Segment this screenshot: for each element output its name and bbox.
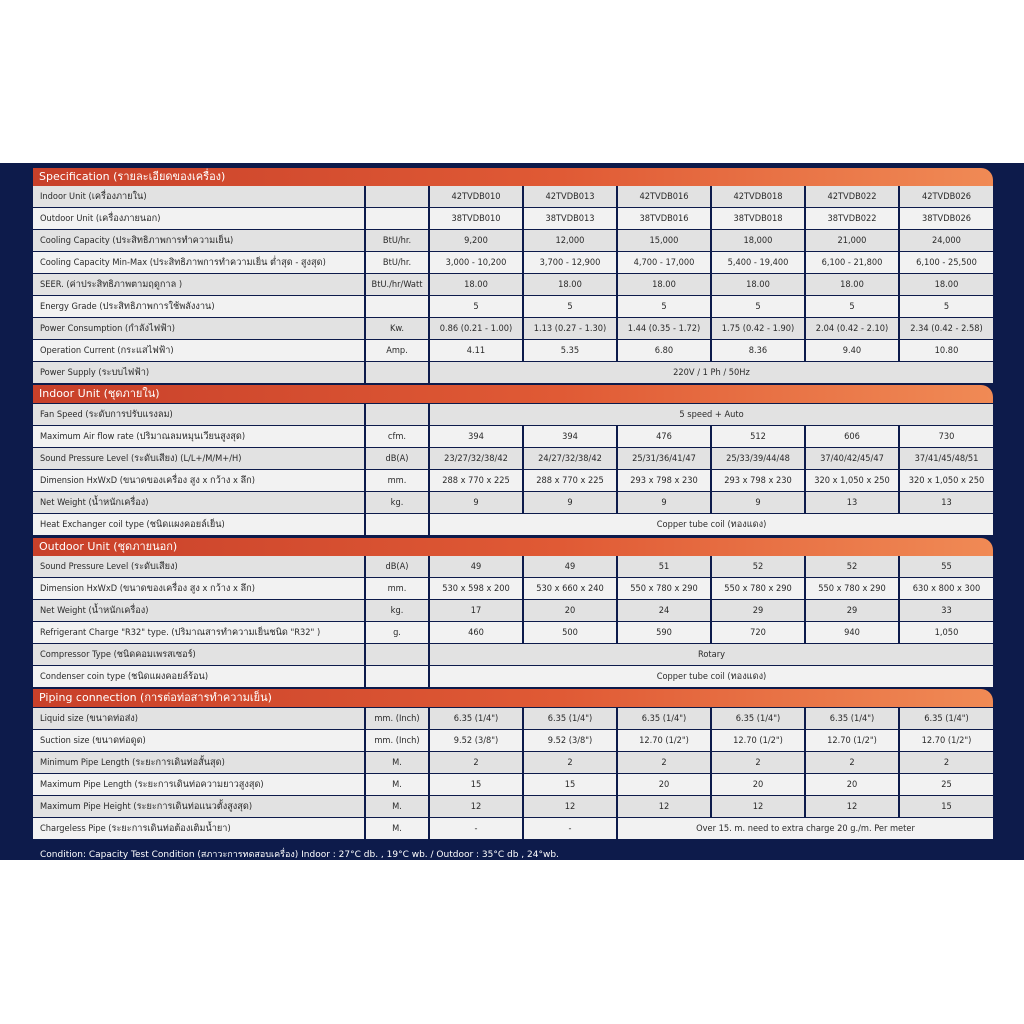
table-row xyxy=(33,274,993,296)
value-cell: 38TVDB022 xyxy=(805,208,899,230)
table-row xyxy=(33,666,993,688)
value-cell: 394 xyxy=(523,426,617,448)
value-cell: 293 x 798 x 230 xyxy=(617,470,711,492)
section-header: Outdoor Unit (ชุดภายนอก) xyxy=(33,538,993,556)
value-cell: 25/33/39/44/48 xyxy=(711,448,805,470)
row-unit xyxy=(365,296,429,318)
value-cell: 52 xyxy=(805,556,899,578)
value-cell: 29 xyxy=(711,600,805,622)
row-label: Compressor Type (ชนิดคอมเพรสเซอร์) xyxy=(33,644,365,666)
value-cell: 6.35 (1/4") xyxy=(711,708,805,730)
value-cell: 6.35 (1/4") xyxy=(523,708,617,730)
value-cell: 18.00 xyxy=(711,274,805,296)
value-cell: 460 xyxy=(429,622,523,644)
value-cell: 5 xyxy=(523,296,617,318)
value-cell: 500 xyxy=(523,622,617,644)
table-row xyxy=(33,514,993,536)
value-cell: 1.44 (0.35 - 1.72) xyxy=(617,318,711,340)
section-header: Indoor Unit (ชุดภายใน) xyxy=(33,385,993,403)
value-cell: 2.34 (0.42 - 2.58) xyxy=(899,318,993,340)
value-cell: 2 xyxy=(429,752,523,774)
value-cell: 320 x 1,050 x 250 xyxy=(899,470,993,492)
row-unit: Amp. xyxy=(365,340,429,362)
row-label: Maximum Air flow rate (ปริมาณลมหมุนเวียนสูงสุด) xyxy=(33,426,365,448)
value-cell: 18.00 xyxy=(523,274,617,296)
table-row xyxy=(33,426,993,448)
value-cell: 29 xyxy=(805,600,899,622)
value-cell: 720 xyxy=(711,622,805,644)
value-cell: 20 xyxy=(523,600,617,622)
value-cell: 12.70 (1/2") xyxy=(805,730,899,752)
table-row xyxy=(33,448,993,470)
row-label: Power Supply (ระบบไฟฟ้า) xyxy=(33,362,365,384)
row-label: Chargeless Pipe (ระยะการเดินท่อต้องเติมน้ำยา) xyxy=(33,818,365,840)
value-cell: 2 xyxy=(617,752,711,774)
value-cell: 1.75 (0.42 - 1.90) xyxy=(711,318,805,340)
value-cell: 10.80 xyxy=(899,340,993,362)
value-cell: 37/40/42/45/47 xyxy=(805,448,899,470)
value-cell: 6.35 (1/4") xyxy=(805,708,899,730)
row-label: Cooling Capacity (ประสิทธิภาพการทำความเย็น) xyxy=(33,230,365,252)
row-unit xyxy=(365,404,429,426)
row-unit: BtU./hr/Watt xyxy=(365,274,429,296)
value-cell: 5 xyxy=(429,296,523,318)
value-cell: 37/41/45/48/51 xyxy=(899,448,993,470)
value-cell: 9.52 (3/8") xyxy=(429,730,523,752)
value-cell: 52 xyxy=(711,556,805,578)
value-cell: 12 xyxy=(805,796,899,818)
value-cell: - xyxy=(523,818,617,840)
table-row xyxy=(33,708,993,730)
row-unit xyxy=(365,644,429,666)
row-label: Power Consumption (กำลังไฟฟ้า) xyxy=(33,318,365,340)
value-cell: 18.00 xyxy=(429,274,523,296)
value-cell: 20 xyxy=(617,774,711,796)
value-cell: 0.86 (0.21 - 1.00) xyxy=(429,318,523,340)
row-span-value: Rotary xyxy=(429,644,993,666)
row-label: Outdoor Unit (เครื่องภายนอก) xyxy=(33,208,365,230)
value-cell: 55 xyxy=(899,556,993,578)
row-unit: BtU/hr. xyxy=(365,230,429,252)
value-cell: 2 xyxy=(523,752,617,774)
value-cell: 394 xyxy=(429,426,523,448)
value-cell: 2 xyxy=(711,752,805,774)
row-unit: dB(A) xyxy=(365,448,429,470)
table-row xyxy=(33,796,993,818)
table-row xyxy=(33,186,993,208)
value-cell: 18.00 xyxy=(617,274,711,296)
value-cell: 320 x 1,050 x 250 xyxy=(805,470,899,492)
table-row xyxy=(33,252,993,274)
value-cell: 9 xyxy=(711,492,805,514)
value-cell: 6.35 (1/4") xyxy=(899,708,993,730)
spec-table xyxy=(33,186,993,384)
value-cell: 2.04 (0.42 - 2.10) xyxy=(805,318,899,340)
value-cell: 6,100 - 21,800 xyxy=(805,252,899,274)
value-cell: 18.00 xyxy=(899,274,993,296)
value-cell: 288 x 770 x 225 xyxy=(429,470,523,492)
value-cell: 21,000 xyxy=(805,230,899,252)
row-label: Dimension HxWxD (ขนาดของเครื่อง สูง x กว้าง x ลึก) xyxy=(33,578,365,600)
value-cell: 25 xyxy=(899,774,993,796)
value-cell: 550 x 780 x 290 xyxy=(617,578,711,600)
value-cell: 18.00 xyxy=(805,274,899,296)
row-unit: mm. xyxy=(365,578,429,600)
value-cell: 550 x 780 x 290 xyxy=(711,578,805,600)
value-cell: 5.35 xyxy=(523,340,617,362)
row-label: Refrigerant Charge "R32" type. (ปริมาณสารทำความเย็นชนิด "R32" ) xyxy=(33,622,365,644)
value-cell: 5 xyxy=(805,296,899,318)
row-unit: kg. xyxy=(365,492,429,514)
row-unit: cfm. xyxy=(365,426,429,448)
value-cell: 9 xyxy=(523,492,617,514)
table-row xyxy=(33,818,993,840)
row-unit xyxy=(365,362,429,384)
table-row xyxy=(33,730,993,752)
row-label: Cooling Capacity Min-Max (ประสิทธิภาพการทำความเย็น ต่ำสุด - สูงสุด) xyxy=(33,252,365,274)
row-label: Suction size (ขนาดท่อดูด) xyxy=(33,730,365,752)
value-cell: 5 xyxy=(899,296,993,318)
value-cell: 12,000 xyxy=(523,230,617,252)
value-cell: 6.80 xyxy=(617,340,711,362)
value-cell: 12 xyxy=(523,796,617,818)
row-label: Maximum Pipe Height (ระยะการเดินท่อแนวตั้งสูงสุด) xyxy=(33,796,365,818)
value-cell: 42TVDB018 xyxy=(711,186,805,208)
value-cell: 550 x 780 x 290 xyxy=(805,578,899,600)
value-cell: 17 xyxy=(429,600,523,622)
value-cell: 12.70 (1/2") xyxy=(899,730,993,752)
value-cell: 606 xyxy=(805,426,899,448)
table-row xyxy=(33,600,993,622)
value-cell: 42TVDB022 xyxy=(805,186,899,208)
table-row xyxy=(33,578,993,600)
table-row xyxy=(33,622,993,644)
spec-table xyxy=(33,708,993,840)
section-header: Piping connection (การต่อท่อสารทำความเย็น) xyxy=(33,689,993,707)
value-cell: 630 x 800 x 300 xyxy=(899,578,993,600)
value-cell: 42TVDB010 xyxy=(429,186,523,208)
row-unit: mm. (Inch) xyxy=(365,708,429,730)
table-row xyxy=(33,404,993,426)
table-row xyxy=(33,296,993,318)
row-label: Liquid size (ขนาดท่อส่ง) xyxy=(33,708,365,730)
value-cell: 530 x 598 x 200 xyxy=(429,578,523,600)
value-cell: 2 xyxy=(899,752,993,774)
row-label: Sound Pressure Level (ระดับเสียง) xyxy=(33,556,365,578)
value-cell: 24,000 xyxy=(899,230,993,252)
value-cell: 476 xyxy=(617,426,711,448)
test-condition-note: Condition: Capacity Test Condition (สภาวะการทดสอบเครื่อง) Indoor : 27°C db. , 19°C wb. / Outdoor : 35°C db , 24°wb. xyxy=(40,850,559,860)
value-cell: 590 xyxy=(617,622,711,644)
row-label: Indoor Unit (เครื่องภายใน) xyxy=(33,186,365,208)
value-cell: 12.70 (1/2") xyxy=(617,730,711,752)
row-unit xyxy=(365,186,429,208)
value-cell: 9.40 xyxy=(805,340,899,362)
value-cell: 15 xyxy=(523,774,617,796)
value-cell: 24 xyxy=(617,600,711,622)
row-label: Minimum Pipe Length (ระยะการเดินท่อสั้นสุด) xyxy=(33,752,365,774)
row-span-value: Over 15. m. need to extra charge 20 g./m. Per meter xyxy=(617,818,993,840)
value-cell: 15 xyxy=(899,796,993,818)
value-cell: 9 xyxy=(617,492,711,514)
row-label: Dimension HxWxD (ขนาดของเครื่อง สูง x กว้าง x ลึก) xyxy=(33,470,365,492)
value-cell: 12 xyxy=(617,796,711,818)
value-cell: 38TVDB018 xyxy=(711,208,805,230)
value-cell: 6.35 (1/4") xyxy=(617,708,711,730)
row-label: Net Weight (น้ำหนักเครื่อง) xyxy=(33,492,365,514)
value-cell: 1,050 xyxy=(899,622,993,644)
row-unit: dB(A) xyxy=(365,556,429,578)
value-cell: 12.70 (1/2") xyxy=(711,730,805,752)
value-cell: 9 xyxy=(429,492,523,514)
value-cell: 38TVDB013 xyxy=(523,208,617,230)
value-cell: 42TVDB016 xyxy=(617,186,711,208)
row-label: SEER. (ค่าประสิทธิภาพตามฤดูกาล ) xyxy=(33,274,365,296)
value-cell: 3,000 - 10,200 xyxy=(429,252,523,274)
row-label: Maximum Pipe Length (ระยะการเดินท่อความยาวสูงสุด) xyxy=(33,774,365,796)
row-label: Condenser coin type (ชนิดแผงคอยล์ร้อน) xyxy=(33,666,365,688)
value-cell: 24/27/32/38/42 xyxy=(523,448,617,470)
section-header: Specification (รายละเอียดของเครื่อง) xyxy=(33,168,993,186)
value-cell: 25/31/36/41/47 xyxy=(617,448,711,470)
value-cell: 42TVDB013 xyxy=(523,186,617,208)
value-cell: 940 xyxy=(805,622,899,644)
value-cell: 5,400 - 19,400 xyxy=(711,252,805,274)
table-row xyxy=(33,492,993,514)
value-cell: 288 x 770 x 225 xyxy=(523,470,617,492)
table-row xyxy=(33,644,993,666)
value-cell: 49 xyxy=(429,556,523,578)
table-row xyxy=(33,752,993,774)
row-unit: M. xyxy=(365,752,429,774)
table-row xyxy=(33,208,993,230)
row-label: Fan Speed (ระดับการปรับแรงลม) xyxy=(33,404,365,426)
row-label: Net Weight (น้ำหนักเครื่อง) xyxy=(33,600,365,622)
row-unit: g. xyxy=(365,622,429,644)
value-cell: 2 xyxy=(805,752,899,774)
value-cell: 293 x 798 x 230 xyxy=(711,470,805,492)
value-cell: 15 xyxy=(429,774,523,796)
row-unit: BtU/hr. xyxy=(365,252,429,274)
value-cell: 12 xyxy=(429,796,523,818)
row-span-value: 220V / 1 Ph / 50Hz xyxy=(429,362,993,384)
value-cell: 1.13 (0.27 - 1.30) xyxy=(523,318,617,340)
value-cell: 13 xyxy=(899,492,993,514)
value-cell: 5 xyxy=(711,296,805,318)
value-cell: 512 xyxy=(711,426,805,448)
row-unit xyxy=(365,208,429,230)
value-cell: 12 xyxy=(711,796,805,818)
table-row xyxy=(33,318,993,340)
value-cell: 6,100 - 25,500 xyxy=(899,252,993,274)
value-cell: 18,000 xyxy=(711,230,805,252)
value-cell: 23/27/32/38/42 xyxy=(429,448,523,470)
row-label: Operation Current (กระแสไฟฟ้า) xyxy=(33,340,365,362)
table-row xyxy=(33,362,993,384)
value-cell: 9.52 (3/8") xyxy=(523,730,617,752)
value-cell: 51 xyxy=(617,556,711,578)
row-label: Sound Pressure Level (ระดับเสียง) (L/L+/M/M+/H) xyxy=(33,448,365,470)
row-span-value: 5 speed + Auto xyxy=(429,404,993,426)
table-row xyxy=(33,470,993,492)
row-unit: kg. xyxy=(365,600,429,622)
row-label: Energy Grade (ประสิทธิภาพการใช้พลังงาน) xyxy=(33,296,365,318)
row-unit: M. xyxy=(365,818,429,840)
value-cell: - xyxy=(429,818,523,840)
value-cell: 38TVDB010 xyxy=(429,208,523,230)
table-row xyxy=(33,340,993,362)
spec-table xyxy=(33,404,993,536)
row-unit: M. xyxy=(365,796,429,818)
value-cell: 8.36 xyxy=(711,340,805,362)
value-cell: 3,700 - 12,900 xyxy=(523,252,617,274)
row-span-value: Copper tube coil (ทองแดง) xyxy=(429,514,993,536)
row-unit: Kw. xyxy=(365,318,429,340)
value-cell: 33 xyxy=(899,600,993,622)
value-cell: 20 xyxy=(711,774,805,796)
table-row xyxy=(33,230,993,252)
value-cell: 4.11 xyxy=(429,340,523,362)
row-span-value: Copper tube coil (ทองแดง) xyxy=(429,666,993,688)
value-cell: 13 xyxy=(805,492,899,514)
value-cell: 15,000 xyxy=(617,230,711,252)
value-cell: 42TVDB026 xyxy=(899,186,993,208)
value-cell: 4,700 - 17,000 xyxy=(617,252,711,274)
row-unit xyxy=(365,666,429,688)
row-label: Heat Exchanger coil type (ชนิดแผงคอยล์เย็น) xyxy=(33,514,365,536)
table-row xyxy=(33,774,993,796)
row-unit: M. xyxy=(365,774,429,796)
spec-table xyxy=(33,556,993,688)
value-cell: 49 xyxy=(523,556,617,578)
value-cell: 530 x 660 x 240 xyxy=(523,578,617,600)
value-cell: 20 xyxy=(805,774,899,796)
value-cell: 6.35 (1/4") xyxy=(429,708,523,730)
row-unit xyxy=(365,514,429,536)
row-unit: mm. xyxy=(365,470,429,492)
value-cell: 38TVDB016 xyxy=(617,208,711,230)
value-cell: 5 xyxy=(617,296,711,318)
value-cell: 38TVDB026 xyxy=(899,208,993,230)
value-cell: 730 xyxy=(899,426,993,448)
table-row xyxy=(33,556,993,578)
value-cell: 9,200 xyxy=(429,230,523,252)
row-unit: mm. (Inch) xyxy=(365,730,429,752)
